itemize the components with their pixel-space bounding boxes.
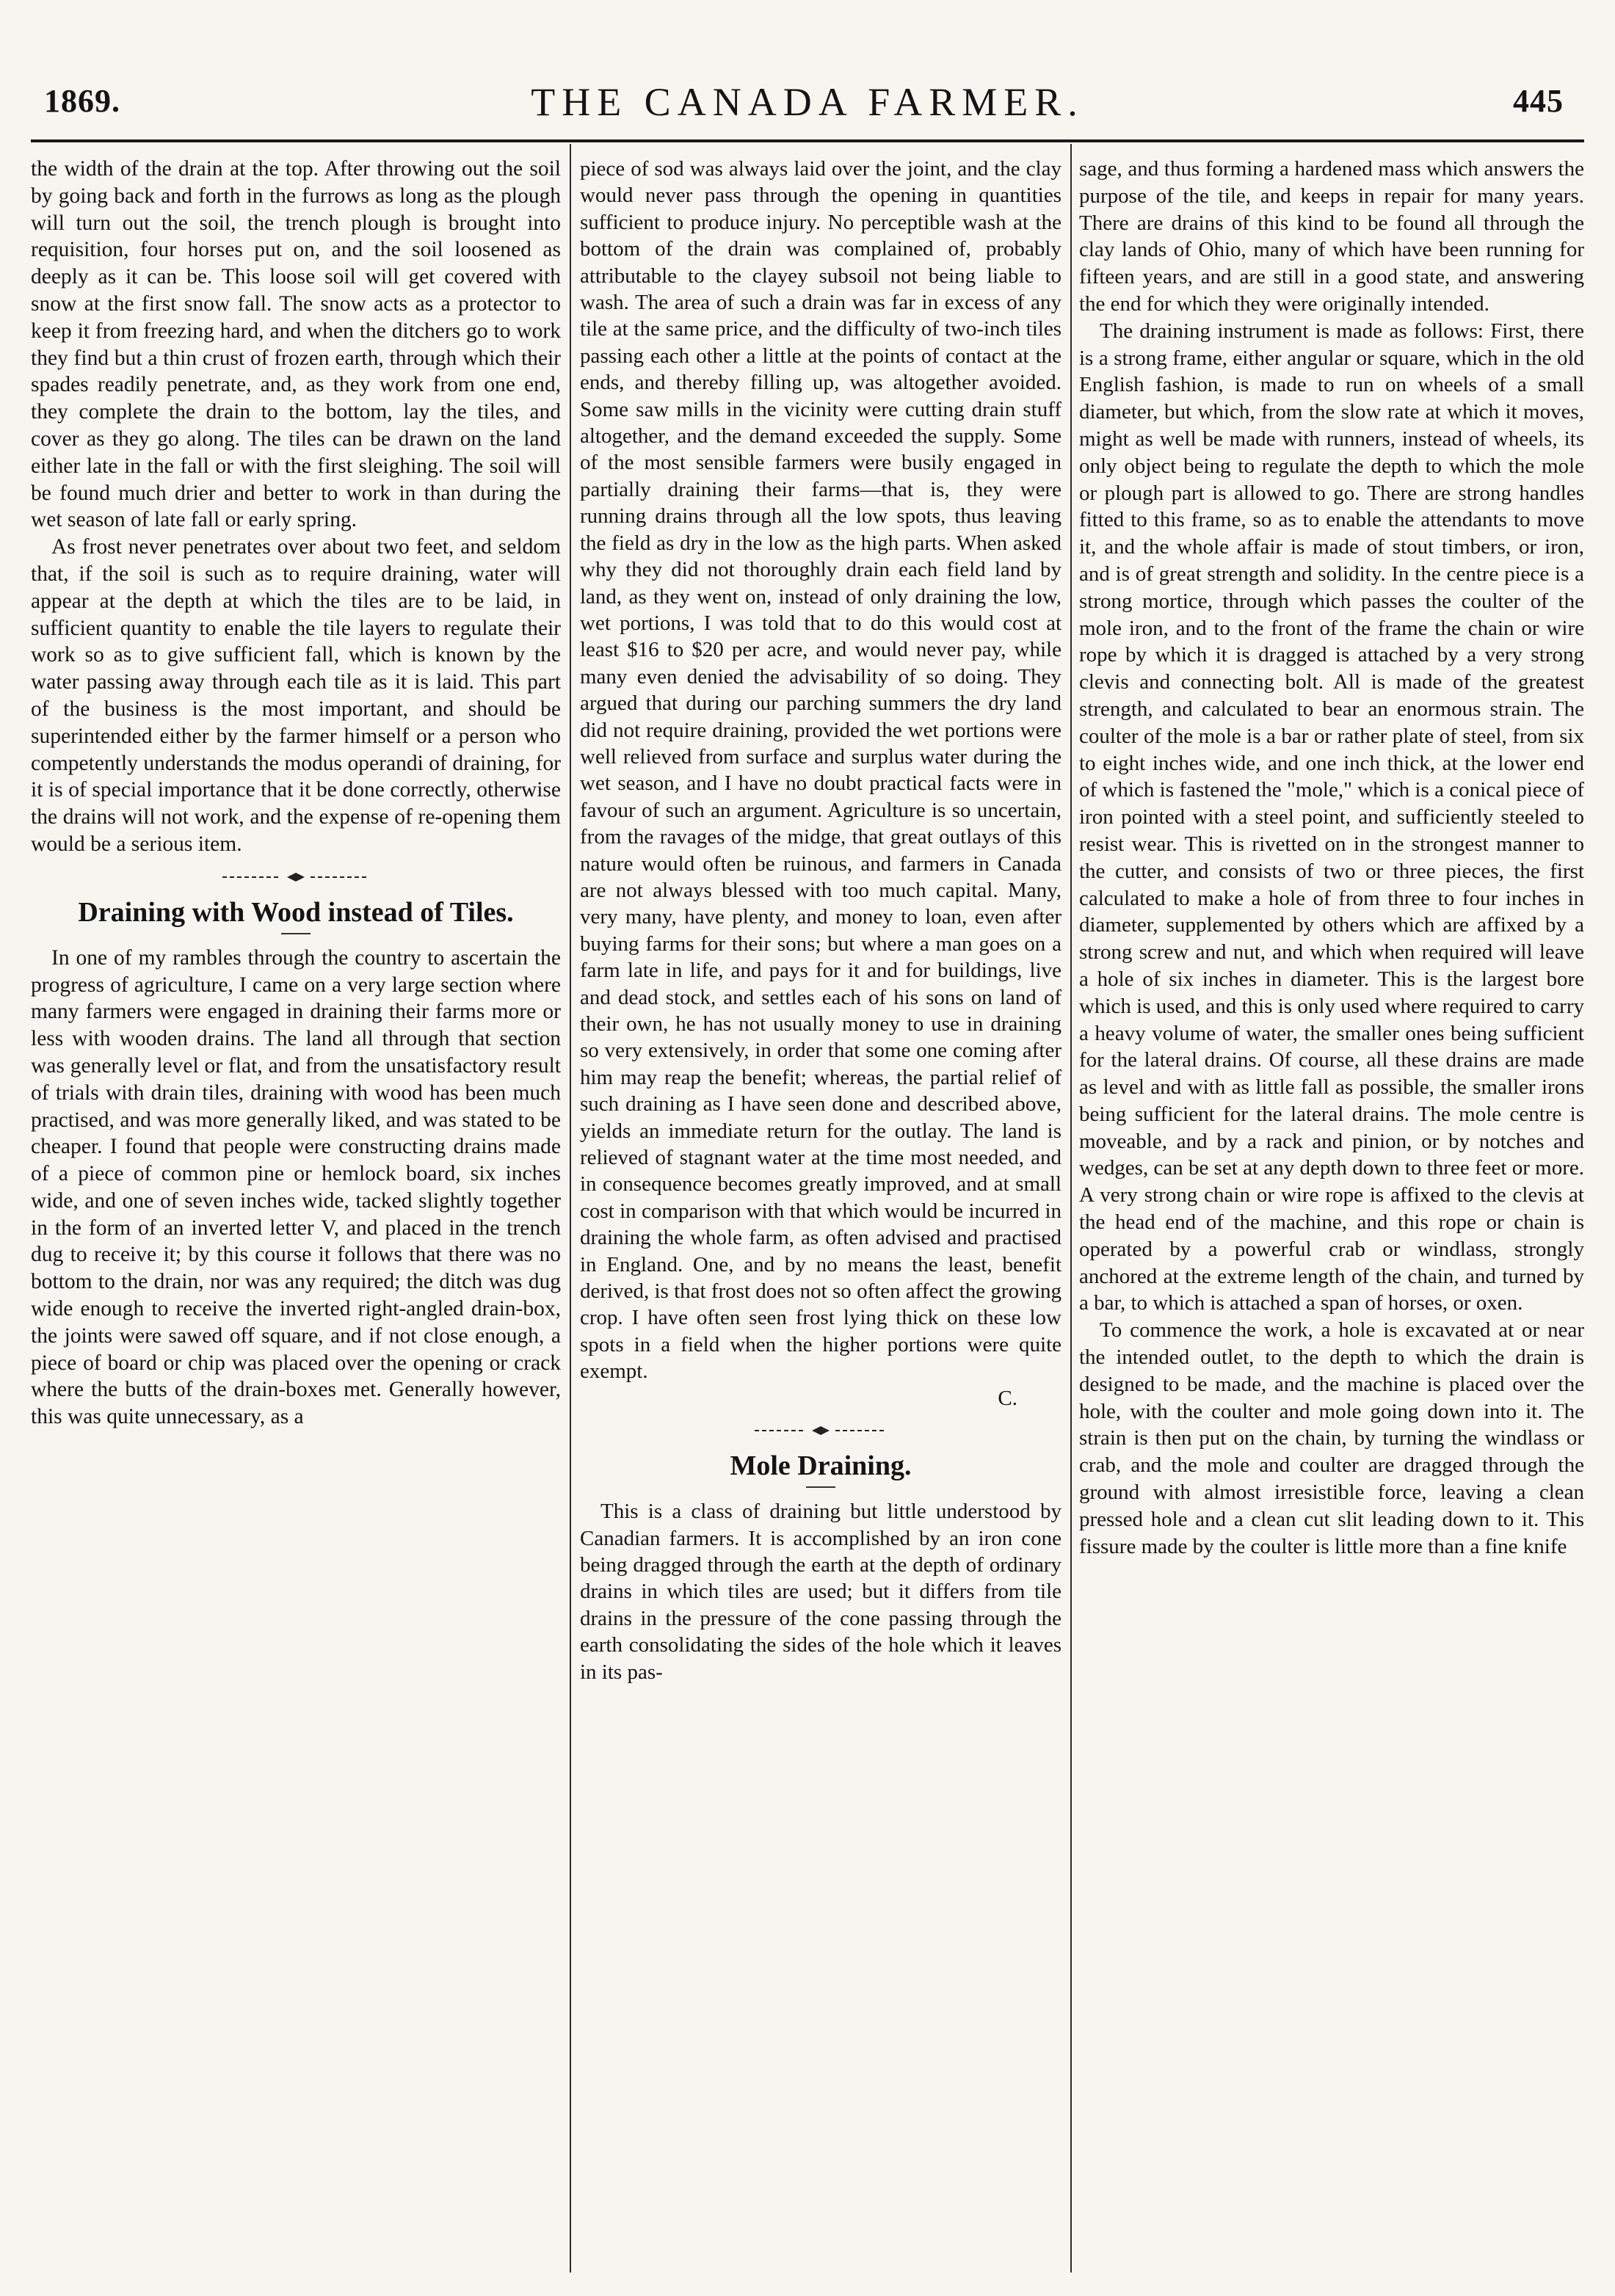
header-rule — [31, 139, 1584, 142]
paragraph: piece of sod was always laid over the joint, and the clay would never pass through the opening in quantities sufficient to produce injury. No perceptible wash at the bottom of the drain was complained of, probably attributable to the clayey subsoil not being liable to wash. The area of such a drain was far in excess of any tile at the same price, and the difficulty of two-inch tiles passing each other a little at the points of contact at the ends, and thereby filling up, was altogether avoided. Some saw mills in the vicinity were cutting drain stuff altogether, and the demand exceeded the supply. Some of the most sensible farmers were busily engaged in partially draining their farms—that is, they were running drains through all the low spots, thus leaving the field as dry in the low as the high parts. When asked why they did not thoroughly drain each field land by land, as they went on, instead of only draining the low, wet portions, I was told that to do this would cost at least $16 to $20 per acre, and would never pay, while many even denied the advisability of so doing. They argued that during our parching summers the dry land did not require draining, provided the wet portions were well relieved from surface and surplus water during the wet season, and I have no doubt practical facts were in favour of such an argument. Agriculture is so uncertain, from the ravages of the midge, that great outlays of this nature would often be ruinous, and farmers in Canada are not always blessed with too much capital. Many, very many, have plenty, and money to loan, even after buying farms for their sons; but where a man goes on a farm late in life, and pays for it and for buildings, live and dead stock, and settles each of his sons on land of their own, he has not usually money to use in draining so very extensively, in order that some one coming after him may reap the benefit; whereas, the partial relief of such draining as I have seen done and described above, yields an immediate return for the outlay. The land is relieved of stagnant water at the time most needed, and in consequence becomes greatly improved, and at small cost in comparison with that which would be incurred in draining the whole farm, as often advised and practised in England. One, and by no means the least, benefit derived, is that frost does not so often affect the growing crop. I have often seen frost lying thick on these low spots in a field when the higher portions were quite exempt. — [580, 157, 1061, 1384]
paragraph: This is a class of draining but little understood by Canadian farmers. It is accomplished by an iron cone being dragged through the earth at the depth of ordinary drains in which tiles are used; but it differs from tile drains in the pressure of the cone passing through the earth consolidating the sides of the hole which it leaves in its pas- — [580, 1500, 1061, 1684]
column-3 — [1079, 156, 1584, 2270]
column-divider — [570, 144, 571, 2273]
issue-year: 1869. — [44, 83, 120, 119]
section-separator-ornament — [580, 1425, 1061, 1439]
paragraph: sage, and thus forming a hardened mass which answers the purpose of the tile, and keeps in repair for many years. There are drains of this kind to be found all through the clay lands of Ohio, many of which have been running for fifteen years, and are still in a good state, and answering the end for which they were originally intended. — [1079, 157, 1584, 316]
article-heading: Mole Draining. — [730, 1450, 912, 1482]
paragraph: In one of my rambles through the country to ascertain the progress of agriculture, I came on a very large section where many farmers were engaged in draining their farms more or less with wooden drains. The land all through that section was generally level or flat, and from the unsatisfactory result of trials with drain tiles, draining with wood has been much practised, and was more generally liked, and was stated to be cheaper. I found that people were constructing drains made of a piece of common pine or hemlock board, six inches wide, and one of seven inches wide, tacked slightly together in the form of an inverted letter V, and placed in the trench dug to receive it; by this course it follows that there was no bottom to the drain, nor was any required; the ditch was dug wide enough to receive the inverted right-angled drain-box, the joints were sawed off square, and if not close enough, a piece of board or chip was placed over the opening or crack where the butts of the drain-boxes met. Generally however, this was quite unnecessary, as a — [31, 945, 561, 1429]
heading-rule — [806, 1486, 835, 1488]
column-2 — [580, 156, 1061, 2270]
paragraph: the width of the drain at the top. After throwing out the soil by going back and forth in the furrows as long as the plough will turn out the soil, the trench plough is brought into requisition, four horses put on, and the soil loosened as deeply as it can be. This loose soil will get covered with snow at the first snow fall. The snow acts as a protector to keep it from freezing hard, and when the ditchers go to work they find but a thin crust of frozen earth, through which their spades readily penetrate, and, as they work from one end, they complete the drain to the bottom, lay the tiles, and cover as they go along. The tiles can be drawn on the land either late in the fall or with the first sleighing. The soil will be found much drier and better to work in than during the wet season of late fall or early spring. — [31, 157, 561, 532]
author-signature: C. — [998, 1386, 1017, 1410]
column-divider — [1070, 144, 1072, 2273]
paragraph: The draining instrument is made as follows: First, there is a strong frame, either angular or square, which in the old English fashion, is made to run on wheels of a small diameter, but which, from the slow rate at which it moves, might as well be made with runners, instead of wheels, its only object being to regulate the depth to which the mole or plough part is allowed to go. There are strong handles fitted to this frame, so as to enable the attendants to move it, and the whole affair is made of stout timbers, or iron, and is of great strength and solidity. In the centre piece is a strong mortice, through which passes the coulter of the mole iron, and to the front of the frame the chain or wire rope by which it is dragged is attached by a very strong clevis and connecting bolt. All is made of the greatest strength, and calculated to bear an enormous strain. The coulter of the mole is a bar or rather plate of steel, from six to eight inches wide, and one inch thick, at the lower end of which is fastened the "mole," which is a conical piece of iron pointed with a steel point, and sufficiently steeled to resist wear. This is rivetted on in the strongest manner to the cutter, and consists of two or three pieces, the first calculated to make a hole of from three to four inches in diameter, supplemented by others which are affixed by a strong screw and nut, and which when required will leave a hole of six inches in diameter. This is the largest bore which is used, and this is only used where required to carry a heavy volume of water, the smaller ones being sufficient for the lateral drains. Of course, all these drains are made as level and with as little fall as possible, the smaller irons being sufficient for the lateral drains. The mole centre is moveable, and by a rack and pinion, or by notches and wedges, can be set at any depth down to three feet or more. A very strong chain or wire rope is affixed to the clevis at the head end of the machine, and this rope or chain is operated by a powerful crab or windlass, strongly anchored at the extreme length of the chain, and turned by a bar, to which is attached a span of horses, or oxen. — [1079, 319, 1584, 1315]
article-heading: Draining with Wood instead of Tiles. — [78, 896, 514, 928]
publication-title: THE CANADA FARMER. — [531, 80, 1084, 124]
masthead — [29, 79, 1586, 141]
paragraph: To commence the work, a hole is excavated at or near the intended outlet, to the depth to which the drain is designed to be made, and the machine is placed over the hole, with the coulter and mole going down into it. The strain is then put on the chain, by turning the windlass or crab, and the mole and coulter are dragged through the ground with almost irresistible force, leaving a clean pressed hole and a clean cut slit leading down to it. This fissure made by the coulter is little more than a fine knife — [1079, 1318, 1584, 1558]
paragraph: As frost never penetrates over about two feet, and seldom that, if the soil is such as to require draining, water will appear at the depth at which the tiles are to be laid, in sufficient quantity to enable the tile layers to regulate their work so as to give sufficient fall, which is known by the water passing away through each tile as it is laid. This part of the business is the most important, and should be superintended either by the farmer himself or a person who competently understands the modus operandi of draining, for it is of special importance that it be done correctly, otherwise the drains will not work, and the expense of re-opening them would be a serious item. — [31, 535, 561, 856]
page-number: 445 — [1513, 83, 1564, 119]
heading-rule — [281, 933, 311, 934]
column-1 — [31, 156, 561, 2270]
section-separator-ornament — [31, 871, 561, 886]
